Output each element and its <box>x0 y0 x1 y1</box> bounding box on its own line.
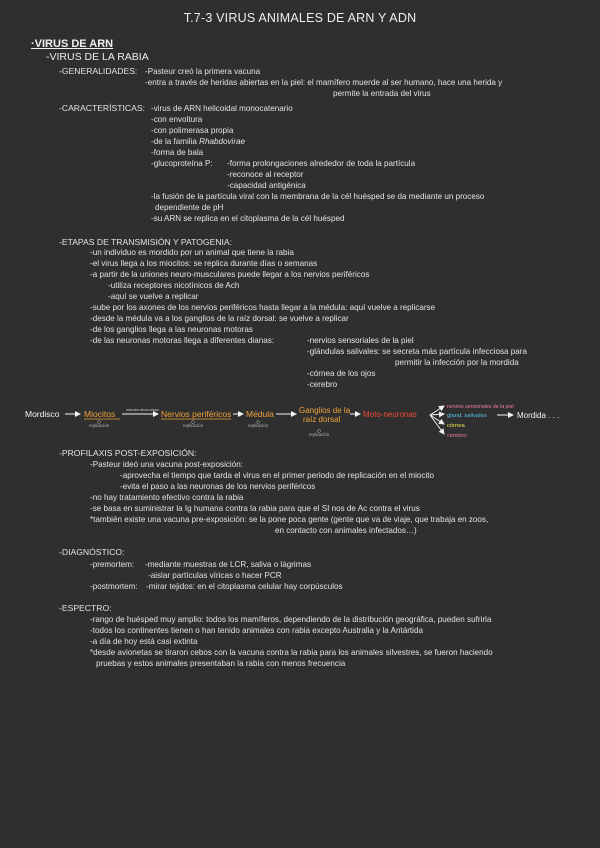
diagnostico-label: -DIAGNÓSTICO: <box>59 547 125 557</box>
familia-name: Rhabdovirae <box>199 137 246 146</box>
generalidades-line: -Pasteur creó la primera vacuna <box>145 67 261 76</box>
profilaxis-line: -Pasteur ideó una vacuna post-exposición: <box>90 460 243 469</box>
diagnostico-line: -aislar partículas víricas o hacer PCR <box>148 571 282 580</box>
caracteristicas-line: -capacidad antigénica <box>227 181 306 190</box>
caracteristicas-line: -con polimerasa propia <box>151 126 234 135</box>
branch-arrow <box>430 415 444 424</box>
caracteristicas-line: dependiente de pH <box>155 203 224 212</box>
etapas-line: -córnea de los ojos <box>307 369 376 378</box>
caracteristicas-line: -su ARN se replica en el citoplasma de la cél huésped <box>151 214 345 223</box>
section-heading-virus-arn: ·VIRUS DE ARN <box>31 38 114 50</box>
etapas-line: -el virus llega a los miocitos: se replica durante días o semanas <box>90 259 318 268</box>
target-cornea: córnea <box>447 423 465 429</box>
caracteristicas-line: -reconoce al receptor <box>227 170 304 179</box>
profilaxis-line: -no hay tratamiento efectivo contra la rabia <box>90 493 244 502</box>
target-nervios-piel: nervios sensoriales de la piel <box>447 404 514 410</box>
transmission-flow-diagram <box>0 395 600 445</box>
espectro-line: -todos los continentes tienen o han tenido animales con rabia excepto Australia y la Antártida <box>90 626 423 635</box>
generalidades-label: -GENERALIDADES: <box>59 66 138 76</box>
diagnostico-line: -postmortem: <box>90 582 138 591</box>
node-ganglios-text-2: raíz dorsal <box>303 415 341 424</box>
generalidades-line: -entra a través de heridas abiertas en la piel: el mamífero muerde al ser humano, hace una herida y <box>145 78 503 87</box>
target-glandulas: gland. salivales <box>447 413 487 419</box>
profilaxis-line: en contacto con animales infectados…) <box>275 526 417 535</box>
etapas-line: -a partir de la uniones neuro-musculares puede llegar a los nervios periféricos <box>90 270 370 279</box>
node-miocitos: Miocitos <box>84 409 116 419</box>
node-ganglios-text: Ganglios de la <box>299 406 351 415</box>
espectro-line: pruebas y estos animales presentaban la rabia con menos frecuencia <box>96 659 346 668</box>
etapas-line: -un individuo es mordido por un animal que tiene la rabia <box>90 248 294 257</box>
subheading-rabia: -VIRUS DE LA RABIA <box>46 51 149 63</box>
node-ganglios <box>299 406 352 424</box>
etapas-line: -desde la médula va a los ganglios de la raíz dorsal: se vuelve a replicar <box>90 314 349 323</box>
etapas-line: -utiliza receptores nicotínicos de Ach <box>108 281 240 290</box>
profilaxis-line: *también existe una vacuna pre-exposición: se la pone poca gente (gente que va de viaje, que trabaja en zoos, <box>90 515 489 524</box>
profilaxis-line: -aprovecha el tiempo que tarda el virus en el primer periodo de replicación en el miocito <box>120 471 435 480</box>
label-uniones: uniones neuro-musc. <box>126 408 160 412</box>
generalidades-line: permite la entrada del virus <box>333 89 431 98</box>
node-motoneuronas: Moto-neuronas <box>363 410 417 419</box>
caracteristicas-label: -CARACTERÍSTICAS: <box>59 103 145 113</box>
espectro-line: -a día de hoy está casi extinta <box>90 637 198 646</box>
replication-label: replicación <box>89 423 110 428</box>
replication-label: replicación <box>248 423 269 428</box>
espectro-line: -rango de huésped muy amplio: todos los mamíferos, dependiendo de la distribución geográfica, pueden sufrirla <box>90 615 492 624</box>
node-mordisco: Mordisco <box>25 409 60 419</box>
etapas-label: -ETAPAS DE TRANSMISIÓN Y PATOGENIA: <box>59 237 233 247</box>
caracteristicas-line: -con envoltura <box>151 115 203 124</box>
etapas-line: -de los ganglios llega a las neuronas motoras <box>90 325 253 334</box>
profilaxis-label: -PROFILAXIS POST-EXPOSICIÓN: <box>59 448 197 458</box>
node-medula: Médula <box>246 409 274 419</box>
espectro-line: *desde avionetas se tiraron cebos con la vacuna contra la rabia para los animales silvestres, se fueron haciendo <box>90 648 493 657</box>
caracteristicas-line: -glucoproteína P: <box>151 159 213 168</box>
replication-label: replicación <box>183 423 204 428</box>
target-cerebro: cerebro <box>447 433 467 439</box>
etapas-line: -de las neuronas motoras llega a diferentes dianas: <box>90 336 275 345</box>
etapas-line: -cerebro <box>307 380 338 389</box>
etapas-line: -nervios sensoriales de la piel <box>307 336 414 345</box>
etapas-line: permitir la infección por la mordida <box>395 358 519 367</box>
etapas-line: -glándulas salivales: se secreta más partícula infecciosa para <box>307 347 527 356</box>
caracteristicas-line <box>151 137 245 147</box>
profilaxis-line: -evita el paso a las neuronas de los nervios periféricos <box>120 482 316 491</box>
profilaxis-line: -se basa en suministrar la Ig humana contra la rabia para que el SI nos de Ac contra el virus <box>90 504 420 513</box>
etapas-line: -sube por los axones de los nervios periféricos hasta llegar a la médula: aquí vuelve a replicarse <box>90 303 436 312</box>
page-title: T.7-3 VIRUS ANIMALES DE ARN Y ADN <box>183 11 417 25</box>
caracteristicas-line: -la fusión de la partícula viral con la membrana de la cél huésped se da mediante un proceso <box>151 192 485 201</box>
node-nervios-perifericos: Nervios periféricos <box>161 409 232 419</box>
diagnostico-line: -mirar tejidos: en el citoplasma celular hay corpúsculos <box>146 582 343 591</box>
familia-label: -de la familia <box>151 137 200 146</box>
etapas-line: -aquí se vuelve a replicar <box>108 292 199 301</box>
diagnostico-line: -premortem: <box>90 560 135 569</box>
node-mordida: Mordida . . . <box>517 411 560 420</box>
caracteristicas-line: -forma de bala <box>151 148 204 157</box>
diagnostico-line: -mediante muestras de LCR, saliva o lágrimas <box>145 560 311 569</box>
caracteristicas-line: -virus de ARN helicoidal monocatenario <box>151 104 293 113</box>
branch-arrow <box>430 415 444 434</box>
espectro-label: -ESPECTRO: <box>59 603 112 613</box>
caracteristicas-line: -forma prolongaciones alrededor de toda la partícula <box>227 159 416 168</box>
replication-label: replicación <box>309 432 330 437</box>
